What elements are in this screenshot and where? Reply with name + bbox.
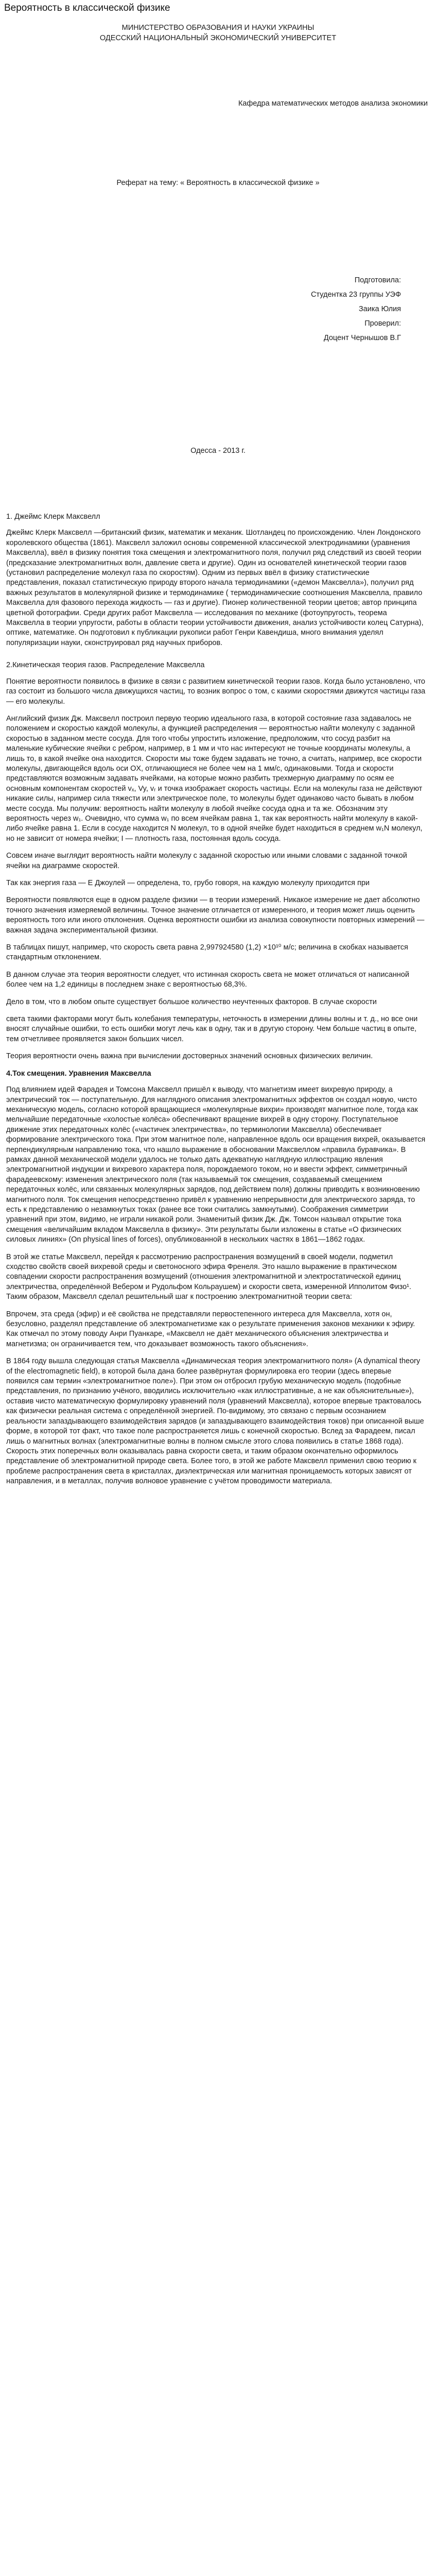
paragraph: В данном случае эта теория вероятности следует, что истинная скорость света не может отличаться от написанной более чем на 1,2 единицы в последнем знаке с вероятностью 68,3%. [6, 970, 409, 989]
department-line: Кафедра математических методов анализа экономики [238, 99, 428, 108]
paragraph: Так как энергия газа — Е Джоулей — определена, то, грубо говоря, на каждую молекулу приходится при [6, 879, 370, 887]
paragraph: В этой же статье Максвелл, перейдя к рассмотрению распространения возмущений в своей модели, подметил сходство свойств своей вихревой среды и светоносного эфира Френеля. Это нашло выражение в практическом совпадении скорости распространения возмущений (отношения электромагнитной и электростатической единиц электричества, определённой Вебером и Рудольфом Кольраушем) и скорости света, измеренной Ипполитом Физо¹. Таким образом, Максвелл сделал решительный шаг к построению электромагнитной теории света: [6, 1252, 411, 1301]
paragraph: Дело в том, что в любом опыте существует большое количество неучтенных факторов. В случае скорости [6, 997, 377, 1006]
section-heading: 1. Джеймс Клерк Максвелл [6, 513, 100, 521]
student-name: Заика Юлия [358, 305, 401, 313]
paragraph: Джеймс Клерк Максвелл —британский физик, математик и механик. Шотландец по происхождению. Член Лондонского королевского общества (1861). Максвелл заложил основы современной классической электродинамики (уравнения Максвелла), ввёл в физику понятия тока смещения и электромагнитного поля, получил ряд следствий из своей теории (предсказание электромагнитных волн, давление света и другие). Один из основателей кинетической теории газов (установил распределение молекул газа по скоростям). Одним из первых ввёл в физику статистические представления, показал статистическую природу второго начала термодинамики («демон Максвелла»), получил ряд важных результатов в молекулярной физике и термодинамике ( термодинамические соотношения Максвелла, правило Максвелла для фазового перехода жидкость — газ и другие). Пионер количественной теории цветов; автор принципа цветной фотографии. Среди других работ Максвелла — исследования по механике (фотоупругость, теорема Максвелла в теории упругости, работы в области теории устойчивости движения, анализ устойчивости колец Сатурна), оптике, математике. Он подготовил к публикации рукописи работ Генри Кавендиша, много внимания уделял популяризации науки, сконструировал ряд научных приборов. [6, 529, 424, 647]
section-heading: 2.Кинетическая теория газов. Распределение Максвелла [6, 661, 205, 670]
teacher-name: Доцент Чернышов В.Г [323, 334, 401, 342]
paragraph: В 1864 году вышла следующая статья Максвелла «Динамическая теория электромагнитного поля» (A dynamical theory of the electromagnetic field), в которой была дана более развёрнутая формулировка его теории (здесь впервые появился сам термин «электромагнитное поле»). При этом он отбросил грубую механическую модель (подобные представления, по признанию учёного, вводились исключительно «как иллюстративные, а не как объяснительные»), оставив чисто математическую формулировку уравнений поля (уравнений Максвелла), которое впервые трактовалось как физически реальная система с определённой энергией. По-видимому, это связано с первым осознанием реальности запаздывающего взаимодействия зарядов (и запаздывающего взаимодействия токов) при описанной выше форме, в которой тот факт, что такое поле распространяется лишь с конечной скоростью. Вслед за Фарадеем, писал лишь о магнитных волнах (электромагнитные волны в полном смысле этого слова появились в статье 1868 года). Скорость этих поперечных волн оказывалась равна скорости света, и таким образом окончательно оформилось представление об электромагнитной природе света. Более того, в этой же работе Максвелл применил свою теорию к проблеме распространения света в кристаллах, диэлектрическая или магнитная проницаемость которых зависят от направления, и в металлах, получив волновое уравнение с учётом проводимости материала. [6, 1357, 424, 1486]
paragraph: Английский физик Дж. Максвелл построил первую теорию идеального газа, в которой состояние газа задавалось не положением и скоростью каждой молекулы, а функцией распределения — вероятностью найти молекулу с заданной скоростью в заданном месте сосуда. Для того чтобы упростить изложение, предположим, что сосуд разбит на маленькие кубические ячейки с ребром, например, в 1 мм и что нас интересуют не точные координаты молекулы, а лишь то, в какой ячейке она находится. Скорости мы тоже будем задавать не точно, а считать, например, все скорости молекулы, двигающейся вдоль оси ОX, отличающиеся не более чем на 1 мм/с, одинаковыми. Тогда и скорости представляются возможным задавать ячейками, на которые можно разбить трехмерную диаграмму по осям ее основным компонентам скоростей vₓ, Vy, vᵣ и точка изображает скорость частицы. Если на молекулы газа не действуют никакие силы, например сила тяжести или электрическое поле, то молекулы будет одинаково часто бывать в любом месте сосуда. Мы получим: вероятность найти молекулу в любой ячейке сосуда одна и та же. Обозначим эту вероятность через w₁. Очевидно, что сумма w₁ по всем ячейкам равна 1, так как вероятность найти молекулу в какой-либо ячейке равна 1. Если в сосуде находится N молекул, то в одной ячейке будет находиться в среднем w₁N молекул, но не зависит от номера ячейки; I — плотность газа, постоянная вдоль сосуда. [6, 714, 423, 843]
checked-label: Проверил: [364, 319, 401, 328]
paragraph: В таблицах пишут, например, что скорость света равна 2,997924580 (1,2) ×10¹⁰ м/с; величина в скобках называется стандартным отклонением. [6, 943, 408, 962]
page-title: Вероятность в классической физике [4, 3, 170, 13]
ministry-line: МИНИСТЕРСТВО ОБРАЗОВАНИЯ И НАУКИ УКРАИНЫ [121, 24, 315, 32]
city-year: Одесса - 2013 г. [190, 447, 246, 455]
section-heading: 4.Ток смещения. Уравнения Максвелла [6, 1069, 151, 1078]
university-line: ОДЕССКИЙ НАЦИОНАЛЬНЫЙ ЭКОНОМИЧЕСКИЙ УНИВЕРСИТЕТ [99, 34, 337, 42]
referat-topic: Реферат на тему: « Вероятность в классической физике » [116, 179, 320, 187]
paragraph: Впрочем, эта среда (эфир) и её свойства не представляли первостепенного интереса для Максвелла, хотя он, безусловно, разделял представление об электромагнетизме как о результате применения законов механики к эфиру. Как отмечал по этому поводу Анри Пуанкаре, «Максвелл не даёт механического объяснения электричества и магнетизма; он ограничивается тем, что доказывает возможность такого объяснения». [6, 1310, 415, 1348]
authors-block [311, 273, 401, 345]
paragraph: Совсем иначе выглядит вероятность найти молекулу с заданной скоростью или иными словами с заданной точкой ячейки на диаграмме скоростей. [6, 852, 407, 870]
paragraph: света такими факторами могут быть колебания температуры, неточность в измерении длины волны и т. д., но все они вносят случайные ошибки, то есть ошибки могут лечь как в одну, так и в другую сторону. Чем больше частиц в опыте, тем отчетливее проявляется закон больших чисел. [6, 1015, 418, 1043]
prepared-label: Подготовила: [354, 276, 401, 284]
paragraph: Теория вероятности очень важна при вычислении достоверных значений основных физических величин. [6, 1052, 373, 1061]
ministry-header [0, 23, 436, 43]
paragraph: Понятие вероятности появилось в физике в связи с развитием кинетической теории газов. Когда было установлено, что газ состоит из большого числа движущихся частиц, то возник вопрос о том, с какими скоростями движутся частицы газа — его молекулы. [6, 677, 426, 706]
paragraph: Вероятности появляются еще в одном разделе физики — в теории измерений. Никакое измерение не дает абсолютно точного значения измеряемой величины. Точное значение отличается от измеренного, и теория может лишь оценить вероятность того или иного отклонения. Оценка вероятности ошибки из анализа совокупности повторных измерений — важная задача экспериментальной физики. [6, 896, 425, 935]
main-content [6, 512, 426, 1494]
paragraph: Под влиянием идей Фарадея и Томсона Максвелл пришёл к выводу, что магнетизм имеет вихревую природу, а электрический ток — поступательную. Для наглядного описания электромагнитных эффектов он создал новую, чисто механическую модель, согласно которой вращающиеся «молекулярные вихри» производят магнитное поле, тогда как мельчайшие передаточные «холостые колёса» обеспечивают вращение вихрей в одну сторону. Поступательное движение этих передаточных колёс («частичек электричества», по терминологии Максвелла) обеспечивает формирование электрического тока. При этом магнитное поле, направленное вдоль оси вращения вихрей, оказывается перпендикулярным направлению тока, что нашло выражение в обосновании Максвеллом «правила буравчика». В рамках данной механической модели удалось не только дать адекватную наглядную иллюстрацию явления электромагнитной индукции и вихревого характера поля, порождаемого током, но и ввести эффект, симметричный фарадеевскому: изменения электрического поля (так называемый ток смещения, создаваемый смещением передаточных колёс, или связанных молекулярных зарядов, под действием поля) должны приводить к возникновению магнитного поля. Ток смещения непосредственно привёл к уравнению непрерывности для электрического заряда, то есть к представлению о незамкнутых токах (ранее все токи считались замкнутыми). Соображения симметрии уравнений при этом, видимо, не играли никакой роли. Знаменитый физик Дж. Дж. Томсон называл открытие тока смещения «величайшим вкладом Максвелла в физику». Эти результаты были изложены в статье «О физических силовых линиях» (On physical lines of forces), опубликованной в нескольких частях в 1861—1862 годах. [6, 1086, 426, 1244]
student-group: Студентка 23 группы УЭФ [310, 291, 401, 299]
